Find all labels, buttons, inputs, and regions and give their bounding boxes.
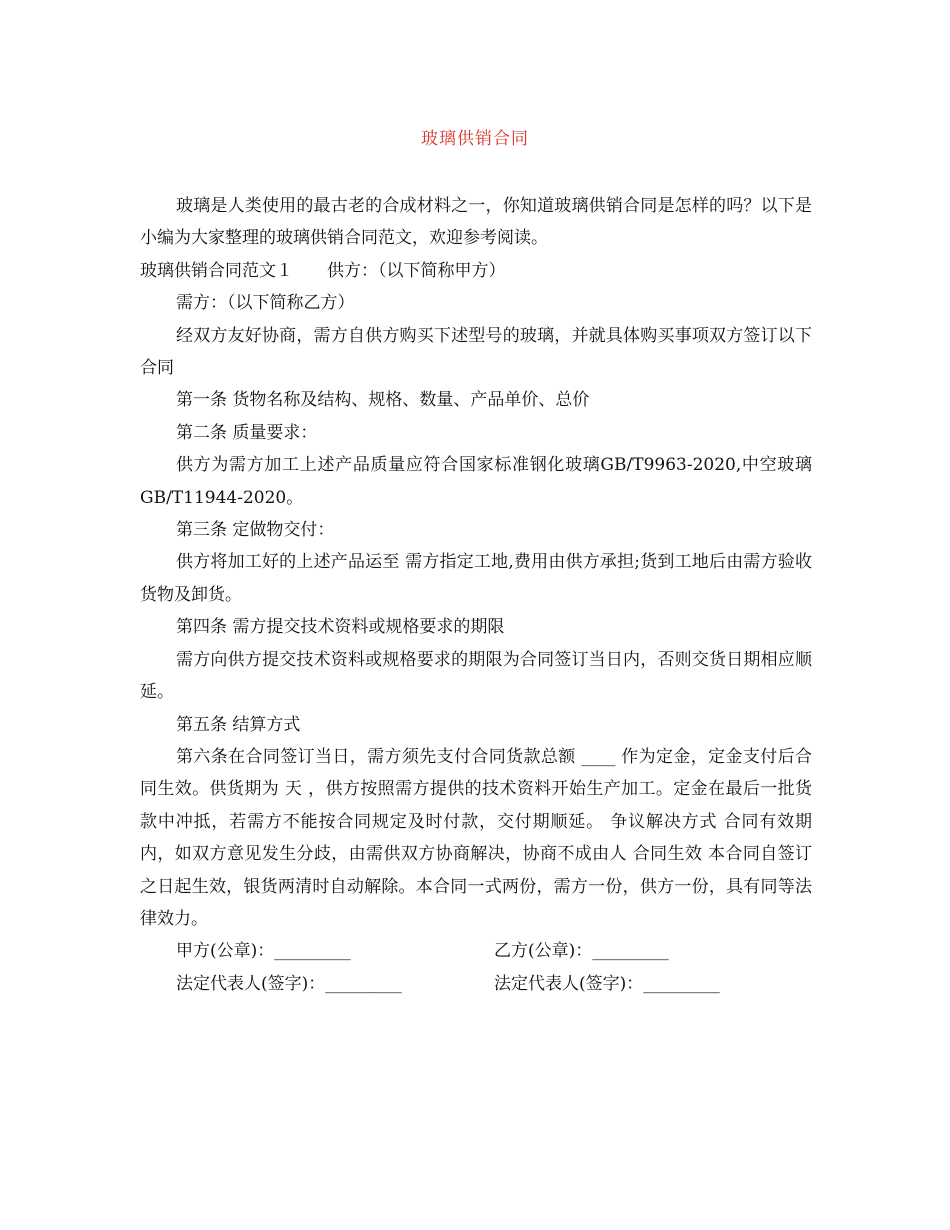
paragraph-quality: 供方为需方加工上述产品质量应符合国家标准钢化玻璃GB/T9963-2020,中空玻璃GB/T11944-2020。 <box>140 455 812 508</box>
paragraph-article-6: 第六条在合同签订当日，需方须先支付合同货款总额 ____ 作为定金，定金支付后合同生效。供货期为 天 ，供方按照需方提供的技术资料开始生产加工。定金在最后一批货款中冲抵，若需方不能按合同规定及时付款，交付期顺延。 争议解决方式 合同有效期内，如双方意见发生分歧，由需供双方协商解决，协商不成由人 合同生效 本合同自签订之日起生效，银货两清时自动解除。本合同一式两份，需方一份，供方一份，具有同等法律效力。 <box>140 746 812 929</box>
paragraph-delivery: 供方将加工好的上述产品运至 需方指定工地,费用由供方承担;货到工地后由需方验收货物及卸货。 <box>140 552 812 605</box>
party-b-representative: 法定代表人(签字)：_________ <box>494 973 720 994</box>
paragraph-article-2: 第二条 质量要求： <box>176 422 318 443</box>
paragraph-intro: 玻璃是人类使用的最古老的合成材料之一，你知道玻璃供销合同是怎样的吗？以下是小编为大家整理的玻璃供销合同范文，欢迎参考阅读。 <box>140 196 812 249</box>
paragraph-deadline: 需方向供方提交技术资料或规格要求的期限为合同签订当日内，否则交货日期相应顺延。 <box>140 649 812 703</box>
party-b-seal: 乙方(公章)：_________ <box>494 941 669 962</box>
paragraph-article-1: 第一条 货物名称及结构、规格、数量、产品单价、总价 <box>176 390 590 411</box>
paragraph-article-4: 第四条 需方提交技术资料或规格要求的期限 <box>176 617 505 638</box>
party-a-seal: 甲方(公章)：_________ <box>176 941 351 962</box>
signature-row-seal <box>176 935 812 967</box>
party-a-representative: 法定代表人(签字)：_________ <box>176 973 402 994</box>
signature-row-rep <box>176 968 812 1000</box>
paragraph-buyer: 需方：（以下简称乙方） <box>176 293 355 314</box>
paragraph-sample-supplier: 玻璃供销合同范文１ 供方：（以下简称甲方） <box>140 260 506 281</box>
document-title: 玻璃供销合同 <box>421 129 529 149</box>
paragraph-agreement: 经双方友好协商，需方自供方购买下述型号的玻璃，并就具体购买事项双方签订以下合同 <box>140 325 812 379</box>
paragraph-article-5: 第五条 结算方式 <box>176 714 301 735</box>
paragraph-article-3: 第三条 定做物交付： <box>176 520 335 541</box>
document-body <box>140 190 812 1000</box>
